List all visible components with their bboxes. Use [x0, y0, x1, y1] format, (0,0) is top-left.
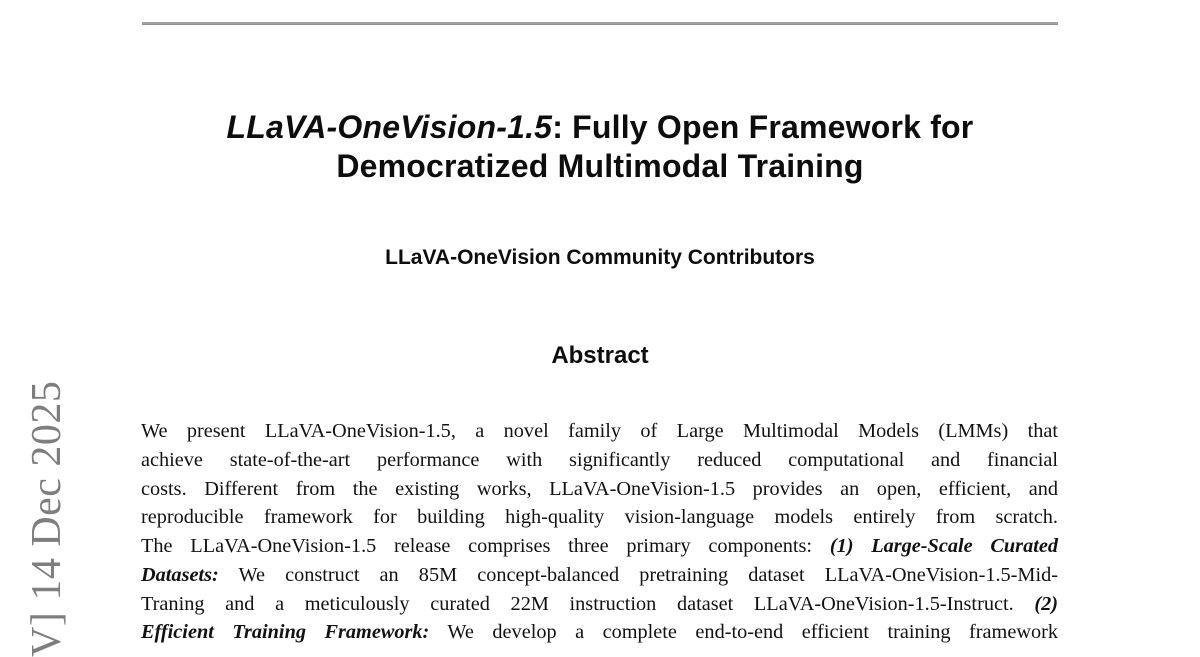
title-line-1 [0, 108, 1200, 147]
abstract-line: achieve state-of-the-art performance with significantly reduced computational and financial [141, 448, 1058, 471]
title-italic-part: LLaVA-OneVision-1.5 [226, 109, 553, 145]
abstract-line: The LLaVA-OneVision-1.5 release comprises three primary components: (1) Large-Scale Curated [141, 535, 1058, 557]
arxiv-watermark: V] 14 Dec 2025 [24, 380, 70, 657]
title-line-2: Democratized Multimodal Training [336, 148, 864, 184]
abstract-line: We present LLaVA-OneVision-1.5, a novel family of Large Multimodal Models (LMMs) that [141, 420, 1058, 442]
abstract-line: costs. Different from the existing works, LLaVA-OneVision-1.5 provides an open, efficient, and [141, 477, 1058, 500]
abstract-line: Efficient Training Framework: We develop a complete end-to-end efficient training framework [141, 621, 1058, 644]
authors-line: LLaVA-OneVision Community Contributors [385, 246, 815, 269]
abstract-heading: Abstract [551, 342, 649, 369]
abstract-line: reproducible framework for building high-quality vision-language models entirely from scratch. [141, 506, 1058, 529]
top-rule [142, 22, 1058, 25]
abstract-text [141, 417, 1058, 647]
title-rest-part: : Fully Open Framework for [552, 109, 974, 145]
abstract-line: Datasets: We construct an 85M concept-balanced pretraining dataset LLaVA-OneVision-1.5-Mid- [141, 563, 1058, 586]
paper-title [0, 108, 1200, 186]
abstract-line: Traning and a meticulously curated 22M instruction dataset LLaVA-OneVision-1.5-Instruct. (2) [141, 592, 1058, 615]
